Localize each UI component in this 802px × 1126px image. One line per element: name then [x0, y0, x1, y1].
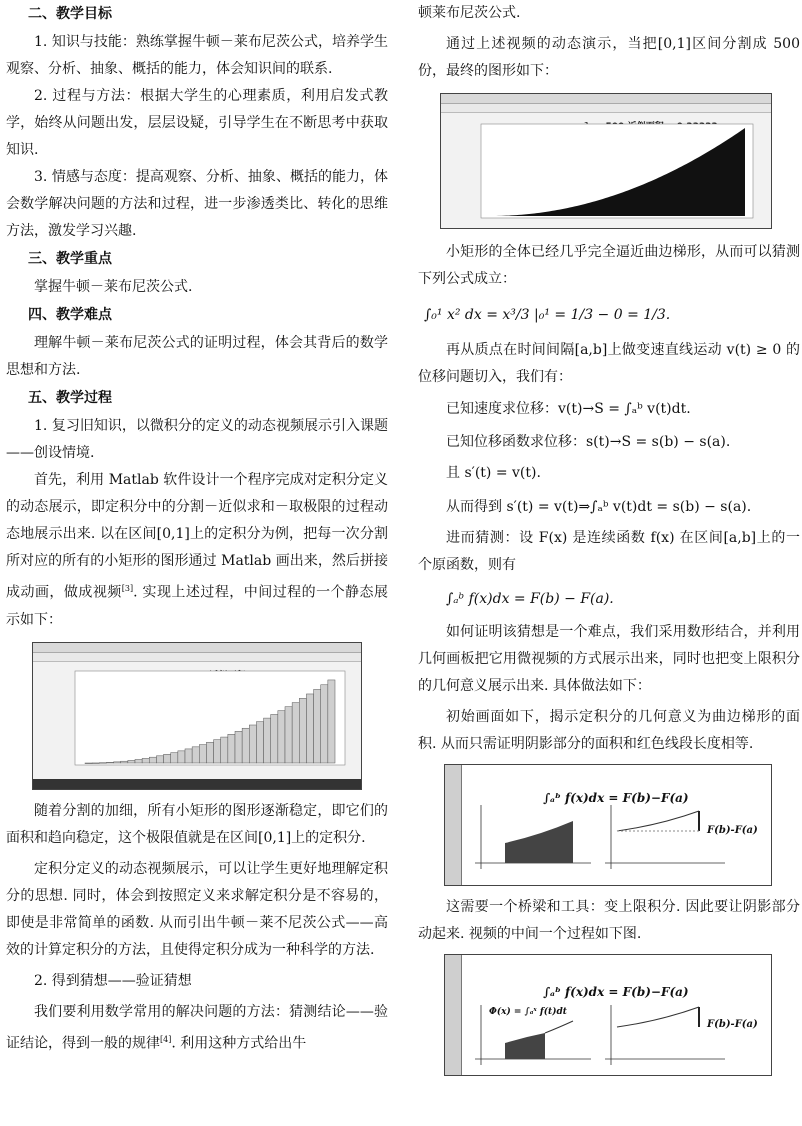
bar	[114, 762, 121, 763]
citation-4: [4]	[160, 1034, 172, 1044]
left-column	[6, 0, 388, 1057]
geometry-fba-label: F(b)-F(a)	[707, 825, 758, 836]
bar	[85, 763, 92, 764]
bar	[321, 684, 328, 762]
bar	[278, 710, 285, 762]
bar	[199, 744, 206, 762]
bar	[142, 758, 149, 763]
bar	[221, 737, 228, 763]
difficulty-text: 理解牛顿－莱布尼茨公式的证明过程，体会其背后的数学思想和方法.	[6, 335, 388, 378]
matlab-figure-n500	[440, 93, 772, 229]
paragraph-500: 通过上述视频的动态演示，当把[0,1]区间分割成 500 份，最终的图形如下：	[418, 36, 800, 79]
goal-3: 3. 情感与态度：提高观察、分析、抽象、概括的能力，体会数学解决问题的方法和过程，进一步渗透类比、转化的思维方法，激发学习兴趣.	[6, 169, 388, 239]
matlab-figure-n35	[32, 642, 362, 790]
bar	[99, 762, 106, 763]
right-column	[418, 0, 800, 1076]
bar	[149, 757, 156, 763]
paragraph-definition: 定积分定义的动态视频展示，可以让学生更好地理解定积分的思想. 同时，体会到按照定义来求解定积分是不容易的，即使是非常简单的函数. 从而引出牛顿－莱不尼茨公式——高效的计算定积分的方法，且使得定积分成为一种科学的方法.	[6, 860, 388, 958]
bar-chart-n35	[33, 643, 361, 789]
bar	[106, 762, 113, 763]
geometry-equation: ∫ₐᵇ f(x)dx = F(b)−F(a)	[543, 985, 689, 999]
bar	[271, 714, 278, 763]
bar	[256, 721, 263, 762]
paragraph-initial: 初始画面如下，揭示定积分的几何意义为曲边梯形的面积. 从而只需证明阴影部分的面积和红色线段长度相等.	[418, 709, 800, 752]
goal-2: 2. 过程与方法：根据大学生的心理素质，利用启发式教学，始终从问题出发，层层设疑，引导学生在不断思考中获取知识.	[6, 88, 388, 158]
line-displacement: 已知位移函数求位移：s(t)→S = s(b) − s(a).	[446, 434, 731, 450]
goal-1: 1. 知识与技能：熟练掌握牛顿－莱布尼茨公式，培养学生观察、分析、抽象、概括的能力，体会知识间的联系.	[6, 34, 388, 77]
geometry-plot-1	[445, 765, 771, 885]
geometry-phi: Φ(x) = ∫ₐˣ f(t)dt	[489, 1007, 567, 1017]
continuation-text: 顿莱布尼茨公式.	[418, 5, 521, 21]
line-conclusion: 从而得到 s′(t) = v(t)⇒∫ₐᵇ v(t)dt = s(b) − s(a).	[446, 499, 752, 515]
bar	[314, 689, 321, 763]
step-1: 1. 复习旧知识，以微积分的定义的动态视频展示引入课题——创设情境.	[6, 418, 388, 461]
bar	[192, 746, 199, 762]
paragraph-limit: 随着分割的加细，所有小矩形的图形逐渐稳定，即它们的面积和趋向稳定，这个极限值就是在区间[0,1]上的定积分.	[6, 802, 388, 846]
bar	[235, 731, 242, 763]
geometry-figure-2	[444, 954, 772, 1076]
line-velocity: 已知速度求位移：v(t)→S = ∫ₐᵇ v(t)dt.	[446, 401, 691, 417]
paragraph-approx: 小矩形的全体已经几乎完全逼近曲边梯形，从而可以猜测下列公式成立：	[418, 244, 800, 287]
bar	[299, 698, 306, 763]
equation-integral-x2: ∫₀¹ x² dx = x³/3 |₀¹ = 1/3 − 0 = 1/3.	[424, 307, 671, 323]
geometry-plot-2	[445, 955, 771, 1075]
geometry-equation: ∫ₐᵇ f(x)dx = F(b)−F(a)	[543, 791, 689, 805]
paragraph-conjecture: 进而猜测：设 F(x) 是连续函数 f(x) 在区间[a,b]上的一个原函数，则有	[418, 530, 800, 573]
bar	[328, 680, 335, 763]
bar	[121, 761, 128, 763]
geometry-figure-1	[444, 764, 772, 886]
bar	[135, 759, 142, 763]
bar	[206, 742, 213, 763]
bar-chart-n500	[441, 94, 771, 228]
paragraph-proof: 如何证明该猜想是一个难点，我们采用数形结合，并利用几何画板把它用微视频的方式展示出来，同时也把变上限积分的几何意义展示出来. 具体做法如下：	[418, 624, 800, 694]
geometry-fba-label: F(b)-F(a)	[707, 1019, 758, 1030]
bar	[249, 725, 256, 763]
focus-text: 掌握牛顿－莱布尼茨公式.	[34, 279, 193, 295]
bar	[92, 763, 99, 764]
step-2: 2. 得到猜想——验证猜想	[34, 972, 192, 989]
bar	[242, 728, 249, 763]
equation-newton-leibniz: ∫ₐᵇ f(x)dx = F(b) − F(a).	[446, 591, 614, 607]
line-derivative: 且 s′(t) = v(t).	[446, 465, 541, 481]
paragraph-velocity: 再从质点在时间间隔[a,b]上做变速直线运动 v(t) ≥ 0 的位移问题切入，我们有：	[418, 342, 800, 385]
bar	[264, 718, 271, 763]
bar	[164, 754, 171, 763]
bar	[128, 760, 135, 763]
bar	[228, 734, 235, 763]
heading-difficulty: 四、教学难点	[28, 307, 112, 323]
paragraph-guess: 我们要利用数学常用的解决问题的方法：猜测结论——验证结论，得到一般的规律[4]. 利用这种方式给出牛	[6, 1003, 388, 1052]
heading-goals: 二、教学目标	[28, 6, 112, 22]
bar	[214, 739, 221, 762]
bar	[285, 706, 292, 762]
bar	[171, 752, 178, 762]
heading-process: 五、教学过程	[28, 390, 112, 406]
bar	[306, 694, 313, 763]
citation-3: [3]	[121, 584, 134, 593]
heading-focus: 三、教学重点	[28, 251, 112, 267]
paragraph-matlab: 首先，利用 Matlab 软件设计一个程序完成对定积分定义的动态展示，即定积分中的分割－近似求和－取极限的过程动态地展示出来. 以在区间[0,1]上的定积分为例，把每一次分割所对应的所有的小矩形的图形通过 Matlab 画出来，然后拼接成动画，做成视频[3]. 实现上述过程，中间过程的一个静态展示如下：	[6, 472, 388, 628]
bar	[156, 755, 163, 762]
bar	[185, 749, 192, 763]
paragraph-bridge: 这需要一个桥梁和工具：变上限积分. 因此要让阴影部分动起来. 视频的中间一个过程如下图.	[418, 899, 800, 942]
bar	[178, 751, 185, 763]
bar	[292, 702, 299, 762]
